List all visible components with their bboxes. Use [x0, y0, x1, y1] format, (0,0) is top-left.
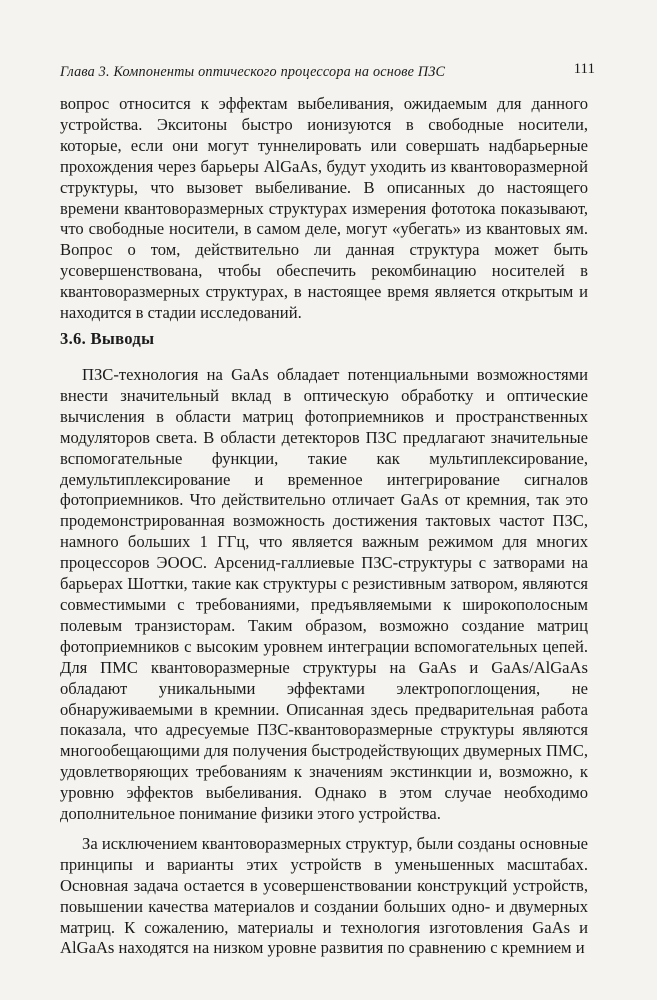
section-paragraph-2: За исключением квантоворазмерных структур, были созданы основные принципы и варианты этих устройств в уменьшенных масштабах. Основная задача остается в усовершенствовании конструкций устройств, повышении качества материалов и создании больших одно- и двумерных матриц. К сожалению, материалы и технология изготовления GaAs и AlGaAs находятся на низком уровне развития по сравнению с кремнием и	[60, 833, 588, 958]
running-head-title: Глава 3. Компоненты оптического процессора на основе ПЗС	[60, 64, 446, 80]
section-heading: 3.6. Выводы	[60, 329, 155, 348]
page-number: 111	[573, 61, 595, 77]
continued-paragraph-block	[60, 94, 588, 324]
section-body	[60, 365, 588, 959]
section-paragraph-1: ПЗС-технология на GaAs обладает потенциальными возможностями внести значительный вклад в оптическую обработку и оптические вычисления в области матриц фотоприемников и пространственных модуляторов света. В области детекторов ПЗС предлагают значительные вспомогательные функции, такие как мультиплексирование, демультиплексирование и временное интегрирование сигналов фотоприемников. Что действительно отличает GaAs от кремния, так это продемонстрированная возможность достижения тактовых частот ПЗС, намного больших 1 ГГц, что является важным режимом для многих процессоров ЭООС. Арсенид-галлиевые ПЗС-структуры с затворами на барьерах Шоттки, такие как структуры с резистивным затвором, являются совместимыми с требованиями, предъявляемыми к широкополосным полевым транзисторам. Таким образом, возможно создание матриц фотоприемников с высоким уровнем интеграции вспомогательных цепей. Для ПМС квантоворазмерные структуры на GaAs и GaAs/AlGaAs обладают уникальными эффектами электропоглощения, не обнаруживаемыми в кремнии. Описанная здесь предварительная работа показала, что адресуемые ПЗС-квантоворазмерные структуры являются многообещающими для получения быстродействующих двумерных ПМС, удовлетворяющих требованиям к значениям экстинкции и, возможно, к уровню эффектов выбеливания. Однако в этом случае необходимо дополнительное понимание физики этого устройства.	[60, 365, 588, 824]
continued-paragraph: вопрос относится к эффектам выбеливания, ожидаемым для данного устройства. Экситоны быстро ионизуются в свободные носители, которые, если они могут туннелировать или совершать надбарьерные прохождения через барьеры AlGaAs, будут уходить из квантоворазмерной структуры, что вызовет выбеливание. В описанных до настоящего времени квантоворазмерных структурах измерения фототока показывают, что свободные носители, в самом деле, могут «убегать» из квантовых ям. Вопрос о том, действительно ли данная структура может быть усовершенствована, чтобы обеспечить рекомбинацию носителей в квантоворазмерных структурах, в настоящее время является открытым и находится в стадии исследований.	[60, 94, 588, 323]
